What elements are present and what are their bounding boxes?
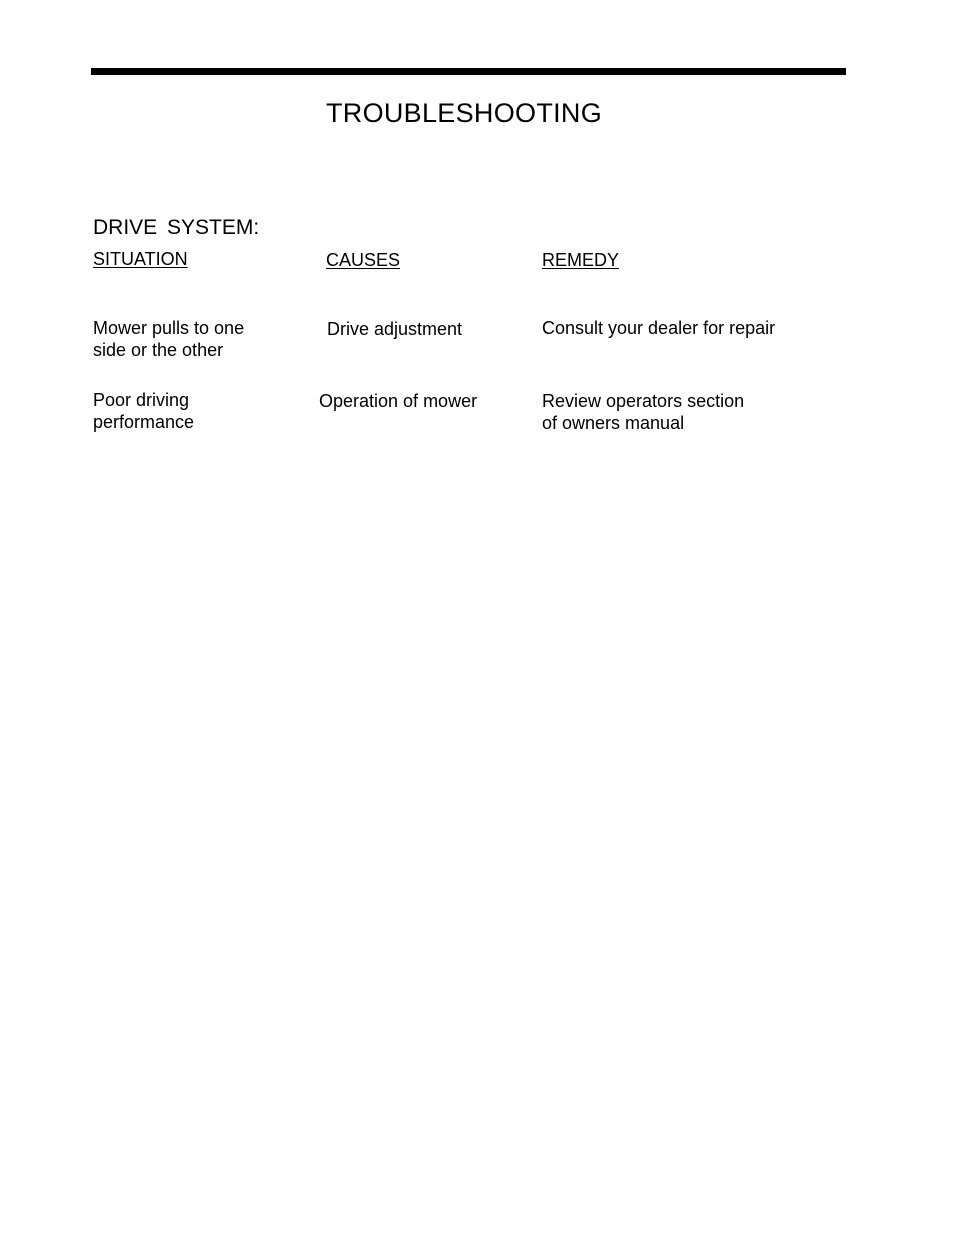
column-header-causes: CAUSES: [326, 250, 401, 270]
section-heading: DRIVE SYSTEM:: [93, 216, 260, 239]
row-1-remedy: [542, 317, 775, 339]
row-1-situation: [93, 317, 244, 361]
row-1-cause: [327, 318, 462, 340]
page-title: TROUBLESHOOTING: [325, 98, 603, 128]
row-2-situation-line-1: Poor driving: [93, 390, 190, 410]
row-2-situation-line-2: performance: [93, 412, 195, 432]
row-1-cause-line-1: Drive adjustment: [327, 319, 463, 339]
top-rule: [91, 68, 846, 75]
column-header-situation: SITUATION: [93, 249, 188, 269]
row-2-cause: [319, 390, 477, 412]
row-2-remedy: [542, 390, 744, 434]
row-2-cause-line-1: Operation of mower: [319, 391, 478, 411]
row-1-situation-line-1: Mower pulls to one: [93, 318, 245, 338]
row-2-situation: [93, 389, 194, 433]
row-2-remedy-line-1: Review operators section: [542, 391, 745, 411]
row-1-situation-line-2: side or the other: [93, 340, 224, 360]
column-header-remedy: REMEDY: [542, 250, 620, 270]
row-2-remedy-line-2: of owners manual: [542, 413, 685, 433]
row-1-remedy-line-1: Consult your dealer for repair: [542, 318, 776, 338]
